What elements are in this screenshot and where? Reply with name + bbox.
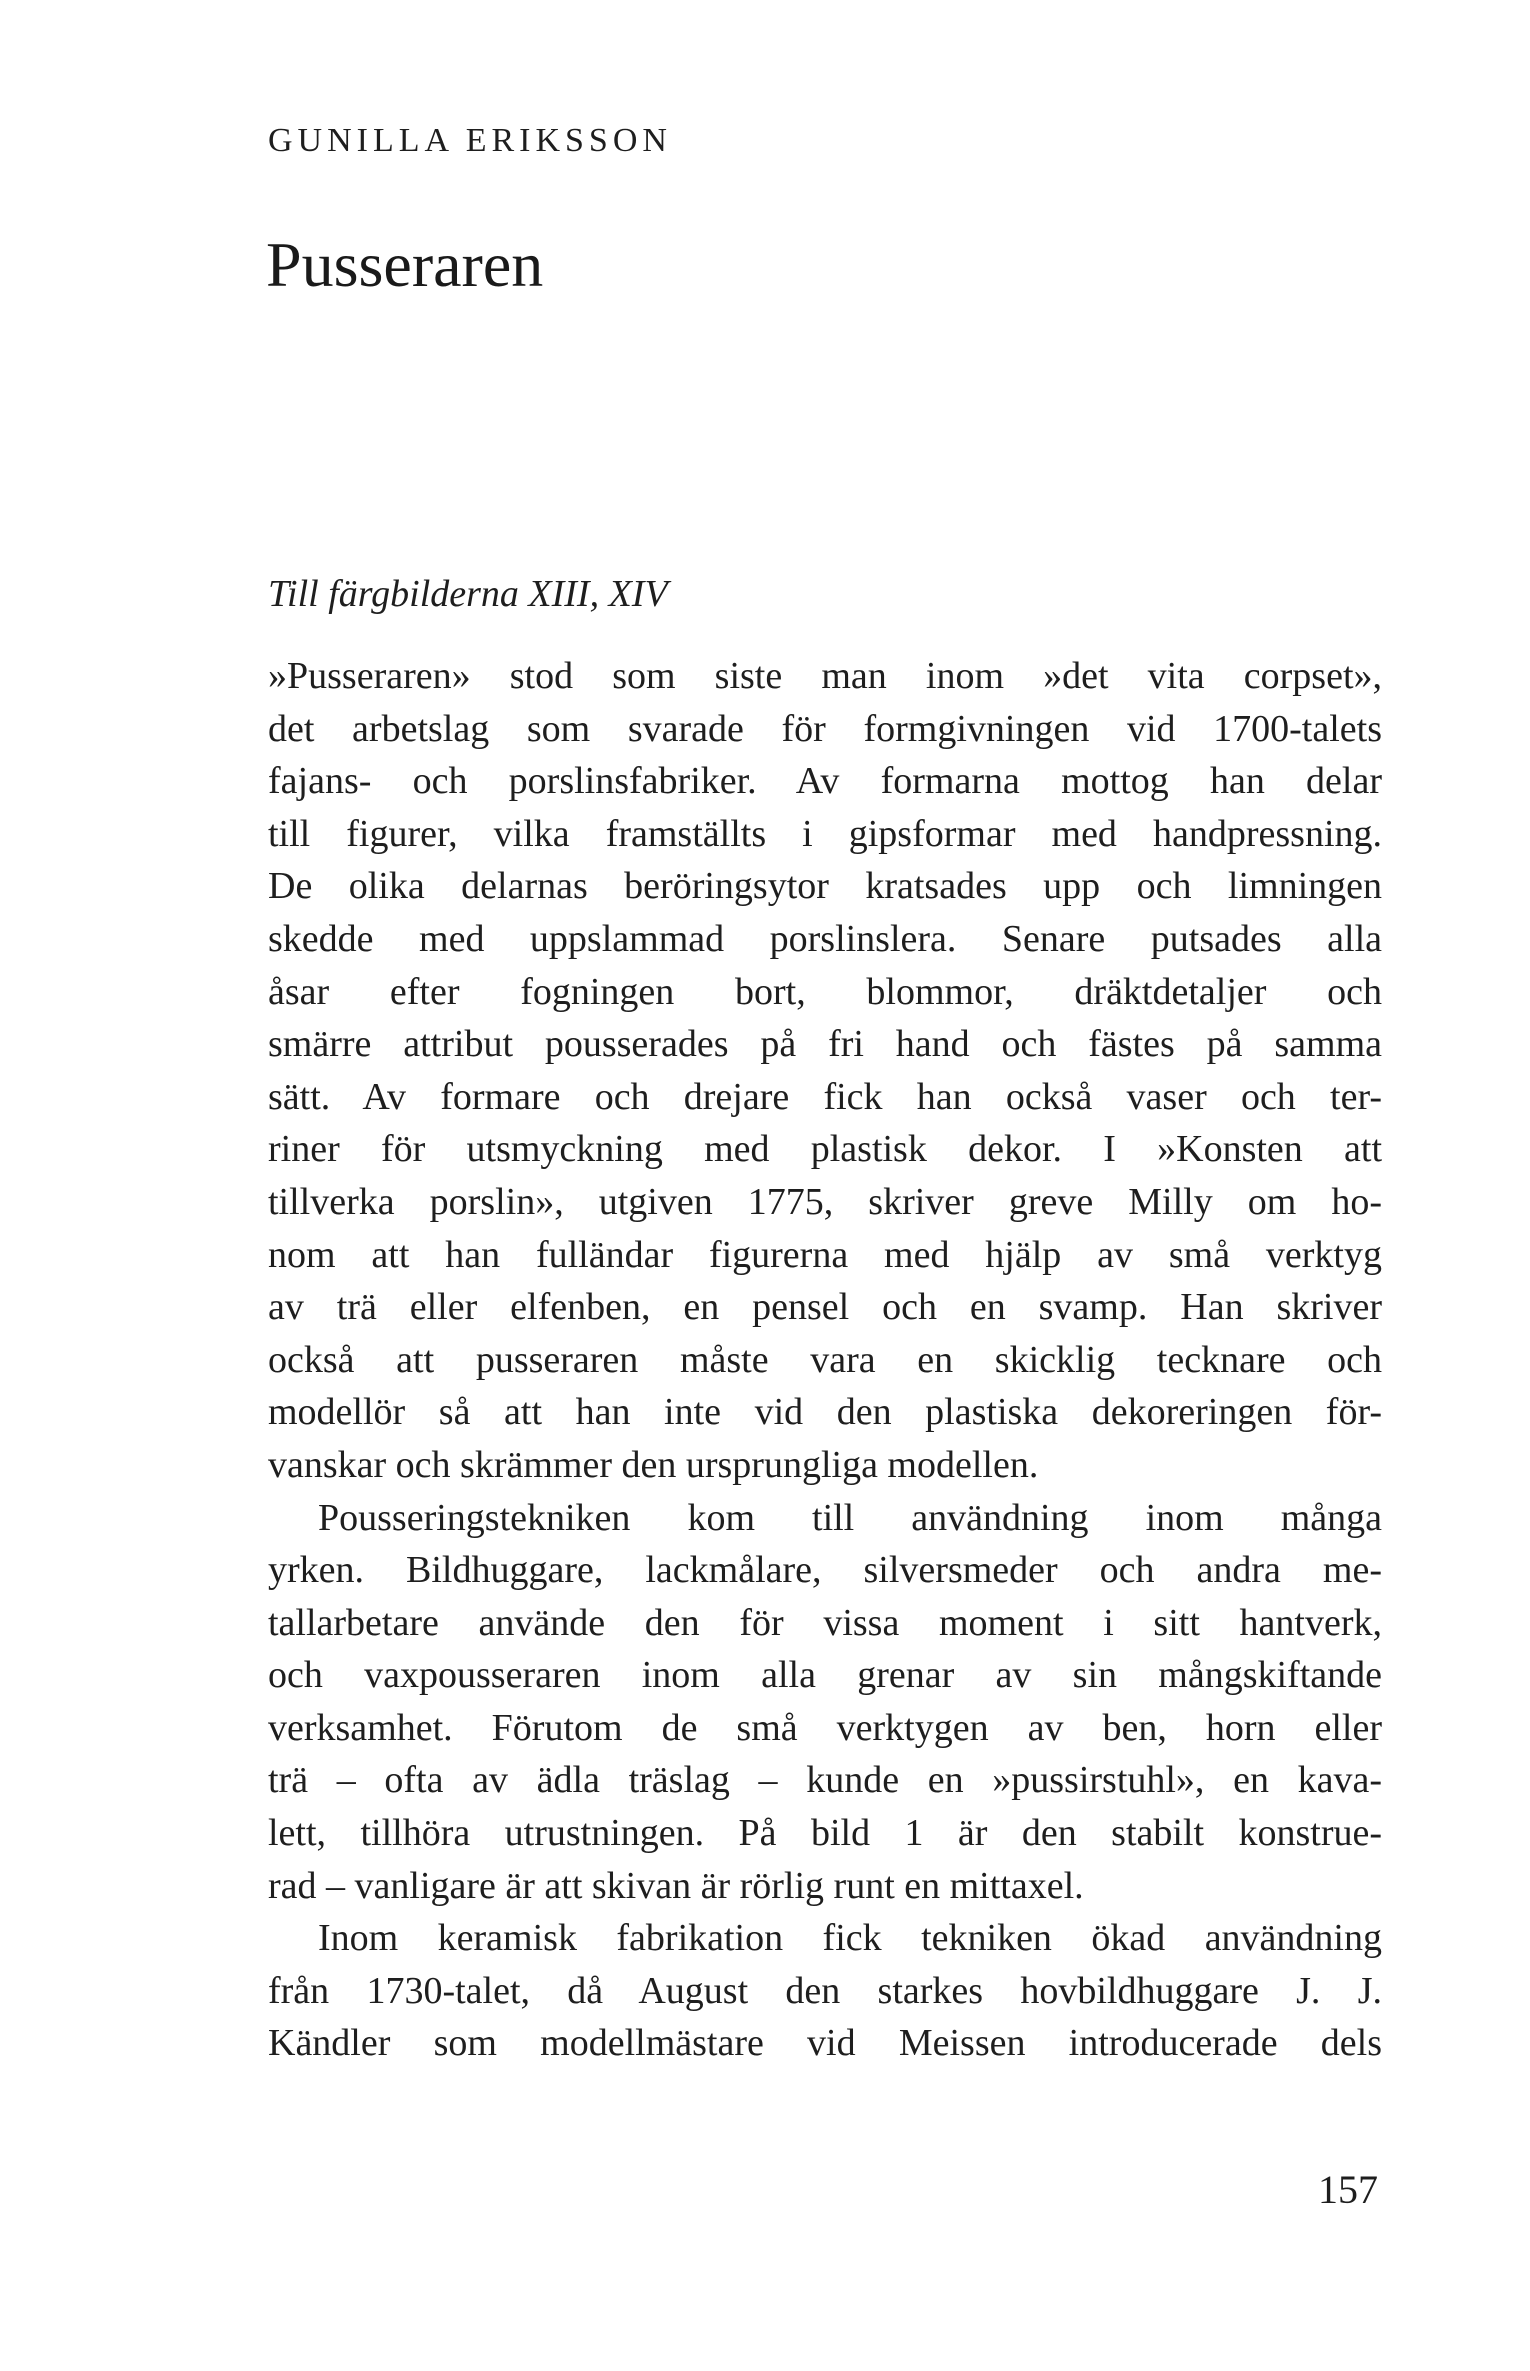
text-line: rad – vanligare är att skivan är rörlig runt en mittaxel. (268, 1864, 1084, 1907)
text-line: lett, tillhöra utrustningen. På bild 1 är den stabilt konstrue- (268, 1812, 1382, 1855)
text-line: riner för utsmyckning med plastisk dekor. I »Konsten att (268, 1128, 1382, 1171)
text-line: vanskar och skrämmer den ursprungliga modellen. (268, 1443, 1039, 1486)
text-line: från 1730-talet, då August den starkes hovbildhuggare J. J. (268, 1969, 1382, 2012)
text-line: Kändler som modellmästare vid Meissen introducerade dels (268, 2022, 1382, 2065)
text-line: De olika delarnas beröringsytor kratsades upp och limningen (268, 865, 1382, 908)
body-text (268, 650, 1382, 2070)
text-line: modellör så att han inte vid den plastiska dekoreringen för- (268, 1391, 1382, 1434)
text-line: verksamhet. Förutom de små verktygen av ben, horn eller (268, 1706, 1382, 1749)
text-line: av trä eller elfenben, en pensel och en svamp. Han skriver (268, 1286, 1382, 1329)
text-line: fajans- och porslinsfabriker. Av formarna mottog han delar (268, 760, 1382, 803)
chapter-subtitle: Till färgbilderna XIII, XIV (268, 573, 668, 615)
text-line: Pousseringstekniken kom till användning inom många (318, 1496, 1382, 1539)
author-name: GUNILLA ERIKSSON (268, 122, 672, 159)
text-line: också att pusseraren måste vara en skicklig tecknare och (268, 1338, 1382, 1381)
text-line: nom att han fulländar figurerna med hjälp av små verktyg (268, 1233, 1382, 1276)
text-line: Inom keramisk fabrikation fick tekniken ökad användning (318, 1917, 1382, 1960)
text-line: det arbetslag som svarade för formgivningen vid 1700-talets (268, 707, 1382, 750)
chapter-title: Pusseraren (266, 229, 544, 300)
text-line: skedde med uppslammad porslinslera. Senare putsades alla (268, 917, 1382, 960)
text-line: sätt. Av formare och drejare fick han också vaser och ter- (268, 1075, 1382, 1118)
text-line: yrken. Bildhuggare, lackmålare, silversmeder och andra me- (268, 1549, 1382, 1592)
text-line: åsar efter fogningen bort, blommor, dräktdetaljer och (268, 970, 1382, 1013)
text-line: »Pusseraren» stod som siste man inom »det vita corpset», (268, 655, 1382, 697)
text-line: smärre attribut pousserades på fri hand och fästes på samma (268, 1023, 1382, 1066)
text-line: tallarbetare använde den för vissa moment i sitt hantverk, (268, 1601, 1382, 1644)
text-line: till figurer, vilka framställts i gipsformar med handpressning. (268, 812, 1382, 855)
text-line: trä – ofta av ädla träslag – kunde en »pussirstuhl», en kava- (268, 1759, 1382, 1802)
text-line: och vaxpousseraren inom alla grenar av sin mångskiftande (268, 1654, 1382, 1697)
text-line: tillverka porslin», utgiven 1775, skriver greve Milly om ho- (268, 1180, 1382, 1223)
page-number: 157 (1318, 2167, 1378, 2212)
